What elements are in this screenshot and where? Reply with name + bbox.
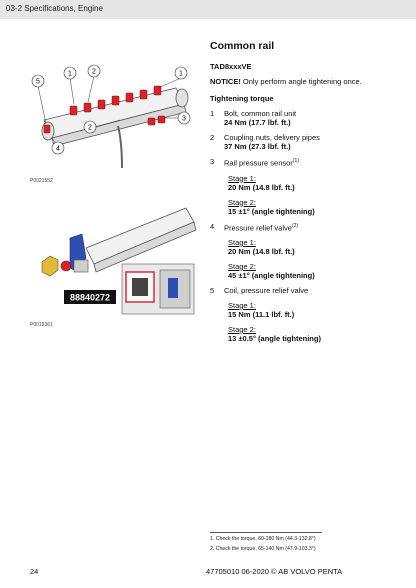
stage-1 xyxy=(224,174,410,192)
item-number: 5 xyxy=(210,286,215,295)
stage-label: Stage 1: xyxy=(228,173,256,183)
footnote-ref: (1) xyxy=(292,158,299,164)
stage-1 xyxy=(224,301,410,319)
item-number: 3 xyxy=(210,157,215,166)
notice-text xyxy=(210,77,410,86)
stage-value: 13 ±0.5° (angle tightening) xyxy=(228,334,321,343)
footnote-2: 2. Check the torque, 65-140 Nm (47.9-103.3°) xyxy=(210,546,316,552)
item-value: 37 Nm (27.3 lbf. ft.) xyxy=(224,142,291,151)
item-value: 24 Nm (17.7 lbf. ft.) xyxy=(224,118,291,127)
section-title: Common rail xyxy=(210,40,275,52)
callout-1a: 1 xyxy=(68,70,72,78)
footnote-divider xyxy=(210,532,322,533)
rail-body-2 xyxy=(86,208,196,272)
stage-label: Stage 2: xyxy=(228,197,256,207)
page-header xyxy=(0,0,416,19)
item-number: 4 xyxy=(210,221,215,231)
spec-item-5 xyxy=(210,286,410,343)
spec-item-4 xyxy=(210,222,410,281)
stage-2 xyxy=(224,325,410,343)
stage-value: 20 Nm (14.8 lbf. ft.) xyxy=(228,182,295,192)
callout-2b: 2 xyxy=(88,124,92,132)
figure-1-id: P0021552 xyxy=(30,178,53,184)
spec-item-2 xyxy=(210,133,410,151)
item-number: 1 xyxy=(210,109,215,118)
pressure-relief-valve-figure xyxy=(26,198,198,316)
item-number: 2 xyxy=(210,133,215,142)
footnote-ref: (2) xyxy=(291,222,299,229)
connector-detail xyxy=(122,264,194,314)
stage-value: 45 ±1° (angle tightening) xyxy=(228,271,315,280)
notice-label: NOTICE! xyxy=(210,77,241,86)
callout-4: 4 xyxy=(56,145,60,153)
item-label: Bolt, common rail unit xyxy=(224,109,297,118)
item-label: Coupling nuts, delivery pipes xyxy=(224,133,320,142)
document-id: 47705010 06-2020 © AB VOLVO PENTA xyxy=(206,567,343,576)
callout-3: 3 xyxy=(182,115,186,123)
page-number: 24 xyxy=(30,567,39,576)
spec-item-3 xyxy=(210,157,410,216)
header-title: 03-2 Specifications, Engine xyxy=(6,4,103,13)
part-number-label: 88840272 xyxy=(69,292,111,303)
item-label: Pressure relief valve xyxy=(224,223,292,232)
stage-1 xyxy=(224,238,410,256)
callout-5: 5 xyxy=(36,78,40,86)
item-label: Rail pressure sensor xyxy=(224,158,293,168)
notice-body: Only perform angle tightening once. xyxy=(240,77,362,86)
callout-2a: 2 xyxy=(92,68,96,76)
stage-2 xyxy=(224,262,410,280)
stage-value: 15 ±1° (angle tightening) xyxy=(228,206,315,216)
stage-value: 20 Nm (14.8 lbf. ft.) xyxy=(228,247,295,256)
footnote-1: 1. Check the torque, 60-180 Nm (44.3-132.8°) xyxy=(210,536,316,542)
spec-item-1 xyxy=(210,109,410,127)
stage-label: Stage 2: xyxy=(228,325,256,334)
stage-2 xyxy=(224,198,410,216)
item-label: Coil, pressure relief valve xyxy=(224,286,309,295)
stage-value: 15 Nm (11.1 lbf. ft.) xyxy=(228,310,295,319)
stage-label: Stage 1: xyxy=(228,301,256,310)
stage-label: Stage 2: xyxy=(228,262,256,271)
stage-label: Stage 1: xyxy=(228,238,256,247)
delivery-pipe xyxy=(118,126,122,168)
callout-1b: 1 xyxy=(179,70,183,78)
figure-2-id: P0019361 xyxy=(30,322,53,328)
engine-model: TAD8xxxVE xyxy=(210,62,252,71)
specifications-column xyxy=(210,40,410,349)
torque-heading: Tightening torque xyxy=(210,94,274,103)
common-rail-figure xyxy=(26,58,198,170)
